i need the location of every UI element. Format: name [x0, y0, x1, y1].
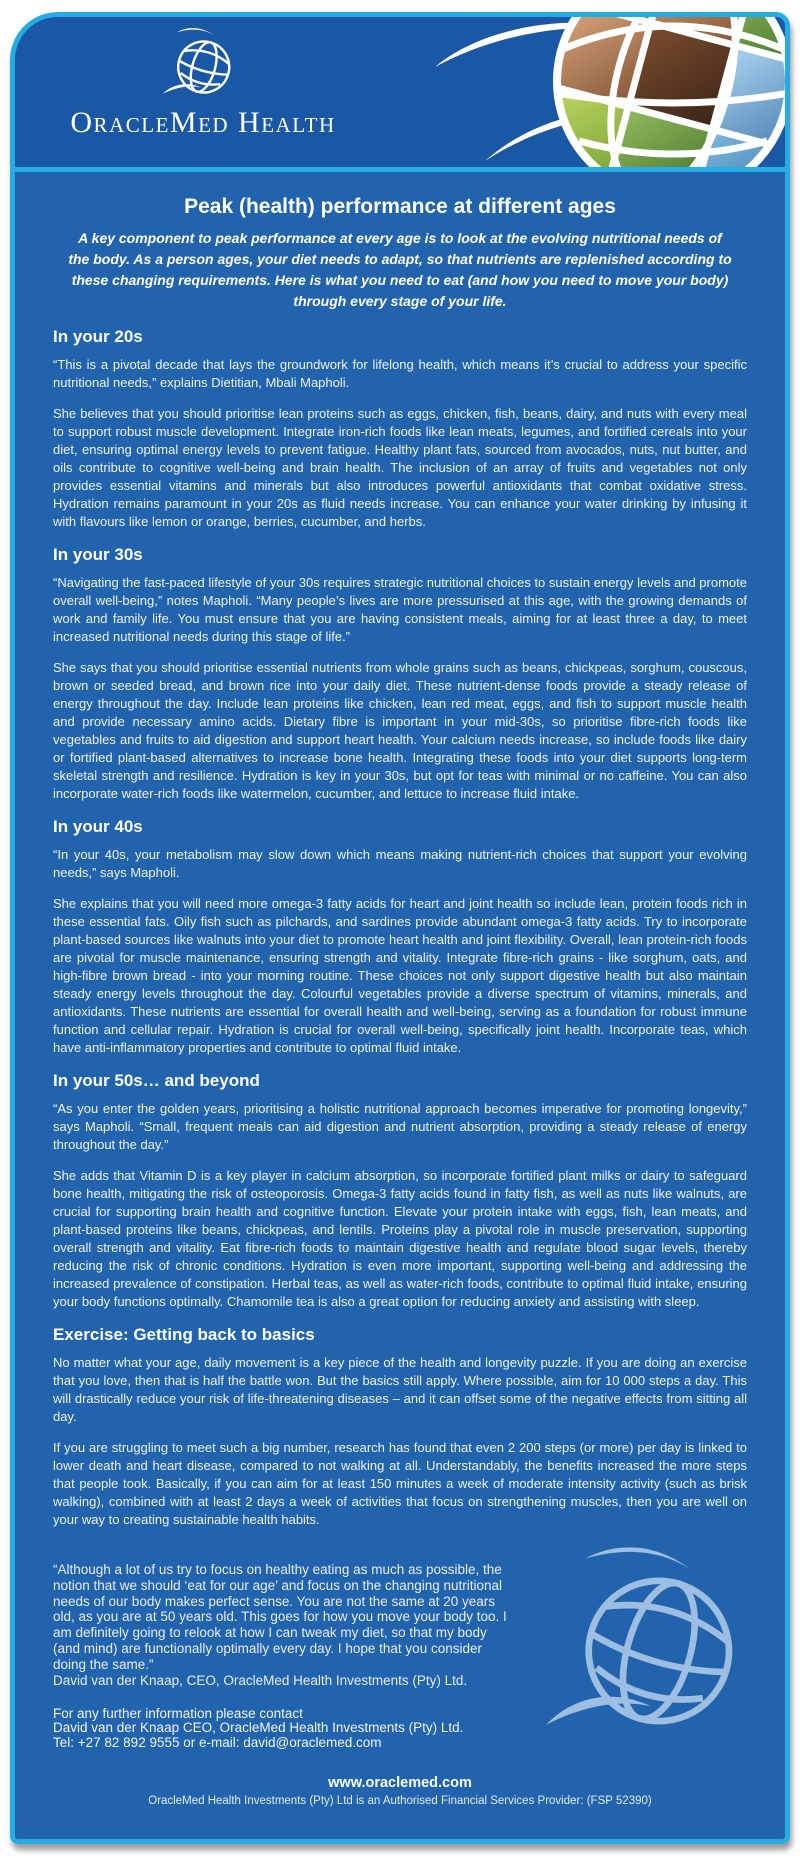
intro-line: these changing requirements. Here is what you need to eat (and how you need to move your body) — [71, 272, 729, 288]
intro-line: the body. As a person ages, your diet needs to adapt, so that nutrients are replenished according to — [68, 251, 732, 267]
photo-globe-collage — [427, 17, 785, 167]
section-paragraph: No matter what your age, daily movement is a key piece of the health and longevity puzzle. If you are doing an exercise that you love, then that is half the battle won. But the basics still apply. Where possible, aim for 10 000 steps a day. This will drastically reduce your risk of life-threatening diseases – and it can offset some of the negative effects from sitting all day. — [53, 1355, 747, 1424]
ceo-quote-text: “Although a lot of us try to focus on healthy eating as much as possible, the notion that we should ‘eat for our age’ and focus on the changing nutritional needs of our body makes perfect sense. You are not the same at 20 years old, as you are at 50 years old. This goes for how you move your body too. I am definitely going to relook at how I can tweak my diet, so that my body (and mind) are functionally optimally every day. I hope that you consider doing the same.” — [53, 1562, 507, 1672]
section-paragraph: She adds that Vitamin D is a key player in calcium absorption, so incorporate fortified plant milks or dairy to safeguard bone health, mitigating the risk of osteoporosis. Omega-3 fatty acids found in fatty fish, as well as nuts like walnuts, are crucial for supporting brain health and cognitive function. Elevate your protein intake with eggs, fish, lean meats, and plant-based proteins like beans, chickpeas, and lentils. Proteins play a pivotal role in muscle preservation, supporting overall strength and vitality. Eat fibre-rich foods to maintain digestive health and regulate blood sugar levels, thereby reducing the risk of chronic conditions. Hydration is even more important, supporting well-being and addressing the increased prevalence of constipation. Herbal teas, as well as water-rich foods, contribute to optimal fluid intake, ensuring your body functions optimally. Chamomile tea is also a great option for reducing anxiety and assisting with sleep. — [53, 1168, 747, 1309]
intro-line: through every stage of your life. — [293, 293, 507, 309]
section-paragraph: She explains that you will need more omega-3 fatty acids for heart and joint health so include lean, protein foods rich in these essential fats. Oily fish such as pilchards, and sardines provide abundant omega-3 fatty acids. Try to incorporate plant-based sources like walnuts into your diet to promote heart health and joint flexibility. Overall, lean protein-rich foods are pivotal for muscle maintenance, ensuring strength and vitality. Integrate fibre-rich grains - like sorghum, oats, and high-fibre brown bread - into your morning routine. These choices not only support digestive health but also maintain steady energy levels throughout the day. Colourful vegetables provide a diverse spectrum of vitamins, minerals, and antioxidants. These nutrients are essential for overall health and well-being, serving as a foundation for robust immune function and cellular repair. Hydration is crucial for overall well-being, specifically joint health. Incorporate teas, which have anti-inflammatory properties and contribute to optimal fluid intake. — [53, 896, 747, 1055]
section-paragraph: She believes that you should prioritise lean proteins such as eggs, chicken, fish, beans, dairy, and nuts with every meal to support robust muscle development. Integrate iron-rich foods like lean meats, legumes, and fortified cereals into your diet, ensuring optimal energy levels to prevent fatigue. Healthy plant fats, sourced from avocados, nuts, nut butter, and oils contribute to cognitive well-being and brain health. The inclusion of an array of fruits and vegetables not only provides essential vitamins and minerals but also introduces powerful antioxidants that combat oxidative stress. Hydration remains paramount in your 20s as fluid needs increase. You can enhance your water drinking by infusing it with flavours like lemon or orange, berries, cucumber, and herbs. — [53, 406, 747, 529]
page-title: Peak (health) performance at different ages — [184, 195, 616, 218]
section-paragraph: She says that you should prioritise essential nutrients from whole grains such as beans, chickpeas, sorghum, couscous, brown or seeded bread, and brown rice into your daily diet. These nutrient-dense foods provide a steady release of energy throughout the day. Include lean proteins like chicken, lean red meat, eggs, and fish to support muscle health and provide necessary amino acids. Dietary fibre is important in your mid-30s, so prioritise fibre-rich foods like vegetables and fruits to aid digestion and support heart health. Your calcium needs increase, so include foods like dairy or fortified plant-based alternatives to increase bone health. Integrating these foods into your diet supports long-term skeletal strength and resilience. Hydration is key in your 30s, but opt for teas with minimal or no caffeine. You can also incorporate water-rich foods like watermelon, cucumber, and lettuce to increase fluid intake. — [53, 660, 747, 801]
ceo-quote-block — [53, 1562, 515, 1688]
article — [53, 316, 747, 1542]
section-paragraph: “In your 40s, your metabolism may slow down which means making nutrient-rich choices that support your evolving needs,” says Mapholi. — [53, 847, 747, 880]
footer-block — [53, 1707, 747, 1839]
newsletter-body — [15, 172, 785, 1839]
section-heading: Exercise: Getting back to basics — [53, 1325, 315, 1344]
brand-block — [67, 27, 339, 139]
website-link[interactable]: www.oraclemed.com — [328, 1775, 472, 1791]
masthead — [15, 17, 785, 167]
section-paragraph: “This is a pivotal decade that lays the groundwork for lifelong health, which means it’s crucial to address your specific nutritional needs,” explains Dietitian, Mbali Mapholi. — [53, 357, 747, 390]
section-paragraph: “As you enter the golden years, prioritising a holistic nutritional approach becomes imperative for promoting longevity,” says Mapholi. “Small, frequent meals can aid digestion and nutrient absorption, providing a steady release of energy throughout the day.” — [53, 1101, 747, 1152]
section-paragraph: “Navigating the fast-paced lifestyle of your 30s requires strategic nutritional choices to sustain energy levels and promote overall well-being,” notes Mapholi. “Many people’s lives are more pressurised at this age, with the growing demands of work and family life. You must ensure that you are having consistent meals, aiming for at least three a day, to meet increased nutritional needs during this stage of life.” — [53, 575, 747, 644]
section-in-your-40s — [53, 816, 747, 1057]
section-heading: In your 20s — [53, 327, 143, 346]
section-paragraph: If you are struggling to meet such a big number, research has found that even 2 200 steps (or more) per day is linked to lower death and heart disease, compared to not walking at all. Understandably, the benefits increased the more steps that people took. Basically, if you can aim for at least 150 minutes a week of moderate intensity activity (such as brisk walking), combined with at least 2 days a week of activities that focus on strengthening muscles, then you are well on your way to creating sustainable health habits. — [53, 1440, 747, 1527]
section-in-your-50s — [53, 1070, 747, 1311]
intro-text — [53, 228, 747, 312]
brand-name: OracleMed Health — [70, 106, 336, 139]
contact-tel-email-line[interactable]: Tel: +27 82 892 9555 or e-mail: david@oraclemed.com — [53, 1735, 382, 1751]
section-in-your-30s — [53, 544, 747, 803]
contact-intro-line: For any further information please contact — [53, 1705, 303, 1721]
ceo-quote-attribution: David van der Knaap, CEO, OracleMed Health Investments (Pty) Ltd. — [53, 1672, 468, 1688]
newsletter-card — [10, 12, 790, 1844]
fsp-disclaimer: OracleMed Health Investments (Pty) Ltd is an Authorised Financial Services Provider: (FSP 52390) — [148, 1795, 652, 1807]
section-heading: In your 50s… and beyond — [53, 1071, 260, 1090]
section-exercise — [53, 1324, 747, 1529]
globe-logo-icon — [157, 27, 249, 107]
contact-block — [53, 1707, 747, 1751]
intro-line: A key component to peak performance at every age is to look at the evolving nutritional needs of — [78, 230, 722, 246]
section-heading: In your 30s — [53, 545, 143, 564]
section-heading: In your 40s — [53, 817, 143, 836]
section-in-your-20s — [53, 326, 747, 531]
contact-name-line: David van der Knaap CEO, OracleMed Health Investments (Pty) Ltd. — [53, 1720, 464, 1736]
